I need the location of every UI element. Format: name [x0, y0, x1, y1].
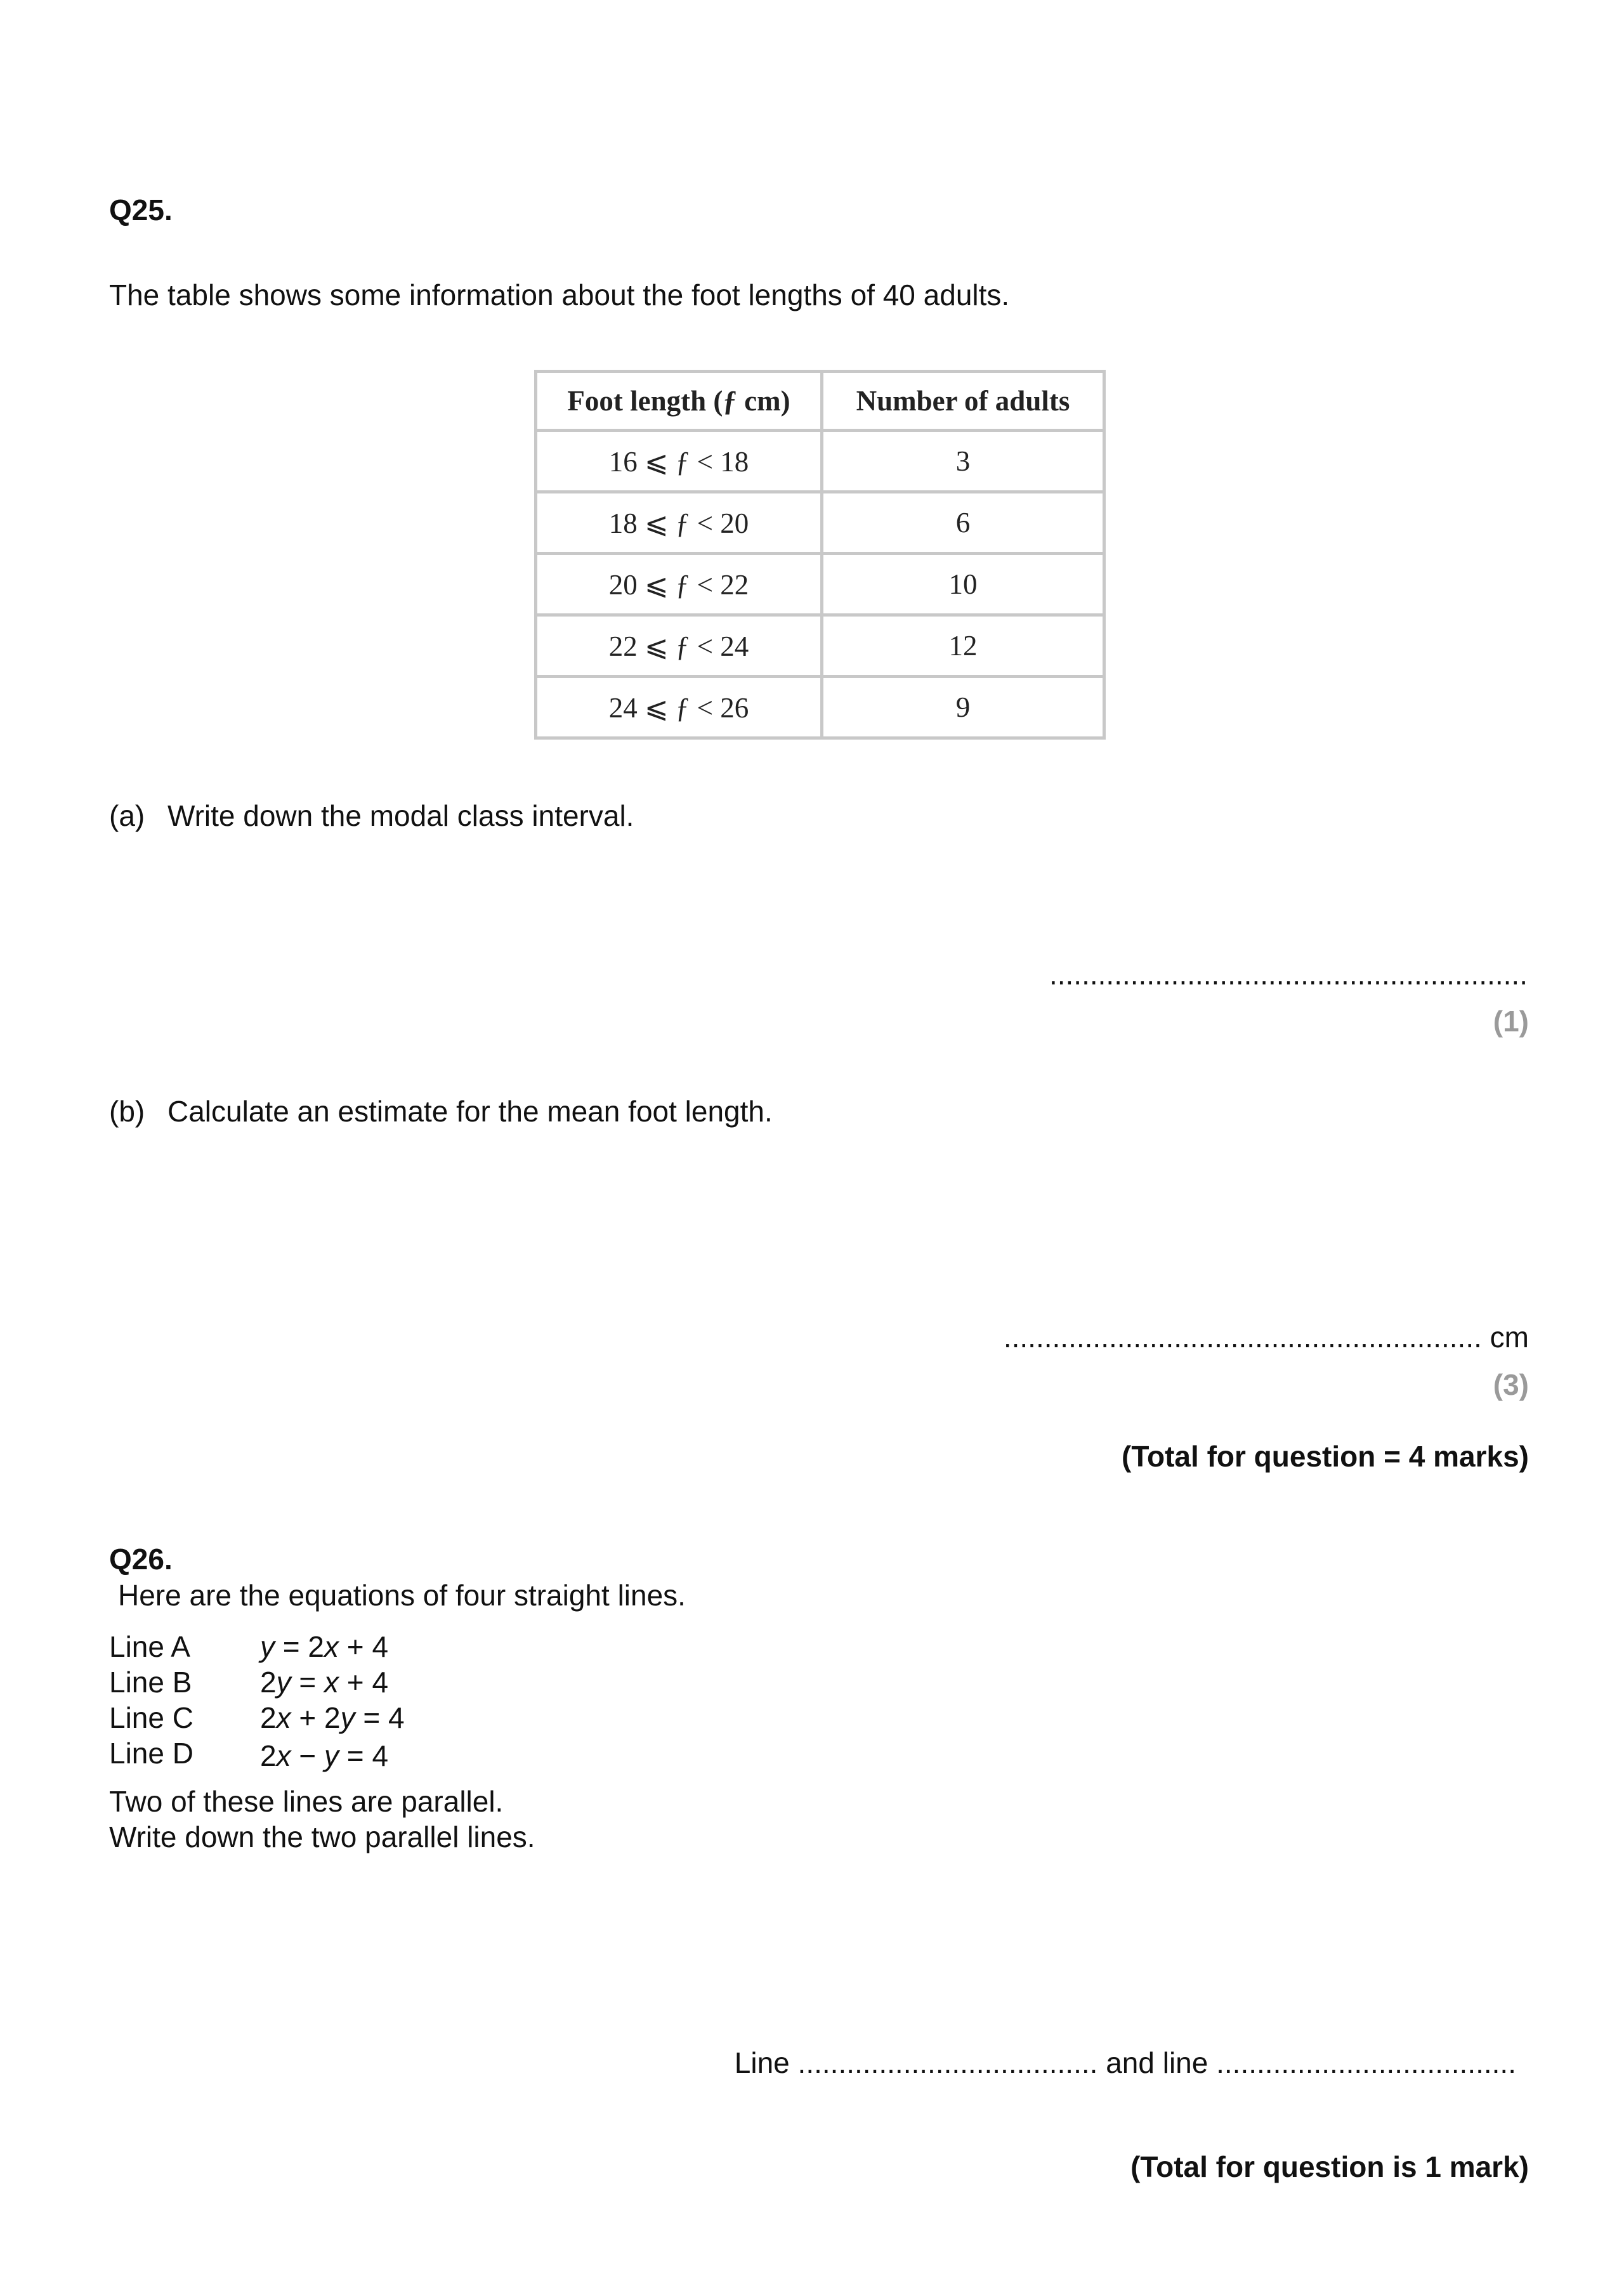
foot-length-table	[534, 370, 1106, 740]
line-a-name: Line A	[109, 1630, 190, 1663]
header-number-of-adults: Number of adults	[822, 372, 1104, 431]
q26-total: (Total for question is 1 mark)	[1130, 2150, 1529, 2183]
answer-prefix: Line	[734, 2046, 790, 2079]
interval-cell: 20 ⩽ ƒ < 22	[536, 554, 822, 615]
answer-line-1[interactable]: .....................................	[797, 2046, 1098, 2079]
part-a-answer-line[interactable]: ...........................................................	[1049, 958, 1528, 991]
table-row	[536, 554, 1104, 615]
part-b-unit: cm	[1490, 1321, 1529, 1354]
q25-number: Q25.	[109, 193, 173, 226]
q26-statement-1: Two of these lines are parallel.	[109, 1785, 504, 1818]
answer-middle: and line	[1106, 2046, 1208, 2079]
interval-cell: 16 ⩽ ƒ < 18	[536, 431, 822, 492]
count-cell: 9	[822, 677, 1104, 738]
part-a-label: (a)	[109, 799, 145, 832]
part-b-question: Calculate an estimate for the mean foot length.	[167, 1095, 773, 1128]
line-c-equation: 2x + 2y = 4	[260, 1701, 405, 1734]
header-foot-length: Foot length (ƒ cm)	[536, 372, 822, 431]
line-b-equation: 2y = x + 4	[260, 1666, 389, 1699]
interval-cell: 22 ⩽ ƒ < 24	[536, 615, 822, 677]
q25-total: (Total for question = 4 marks)	[1122, 1440, 1529, 1473]
part-a-question: Write down the modal class interval.	[167, 799, 634, 832]
table-row	[536, 492, 1104, 554]
interval-cell: 24 ⩽ ƒ < 26	[536, 677, 822, 738]
q26-number: Q26.	[109, 1543, 173, 1576]
part-b-marks: (3)	[1493, 1368, 1529, 1401]
line-c-name: Line C	[109, 1701, 193, 1734]
q26-answer-row	[735, 2045, 1516, 2081]
interval-cell: 18 ⩽ ƒ < 20	[536, 492, 822, 554]
q26-intro: Here are the equations of four straight lines.	[118, 1579, 686, 1612]
table-row	[536, 431, 1104, 492]
line-d-equation: 2x − y = 4	[260, 1739, 389, 1772]
q25-intro: The table shows some information about the foot lengths of 40 adults.	[109, 278, 1010, 311]
line-a-equation: y = 2x + 4	[260, 1630, 389, 1663]
count-cell: 6	[822, 492, 1104, 554]
line-b-name: Line B	[109, 1666, 192, 1699]
table-row	[536, 615, 1104, 677]
line-d-name: Line D	[109, 1737, 193, 1770]
count-cell: 12	[822, 615, 1104, 677]
part-a-marks: (1)	[1493, 1005, 1529, 1038]
part-b-answer-line[interactable]: ...........................................................	[1003, 1321, 1482, 1354]
count-cell: 3	[822, 431, 1104, 492]
table-row	[536, 677, 1104, 738]
part-b-label: (b)	[109, 1095, 145, 1128]
answer-line-2[interactable]: .....................................	[1216, 2046, 1516, 2079]
count-cell: 10	[822, 554, 1104, 615]
part-b-answer	[1004, 1319, 1529, 1355]
table-header-row	[536, 372, 1104, 431]
q26-statement-2: Write down the two parallel lines.	[109, 1820, 535, 1853]
